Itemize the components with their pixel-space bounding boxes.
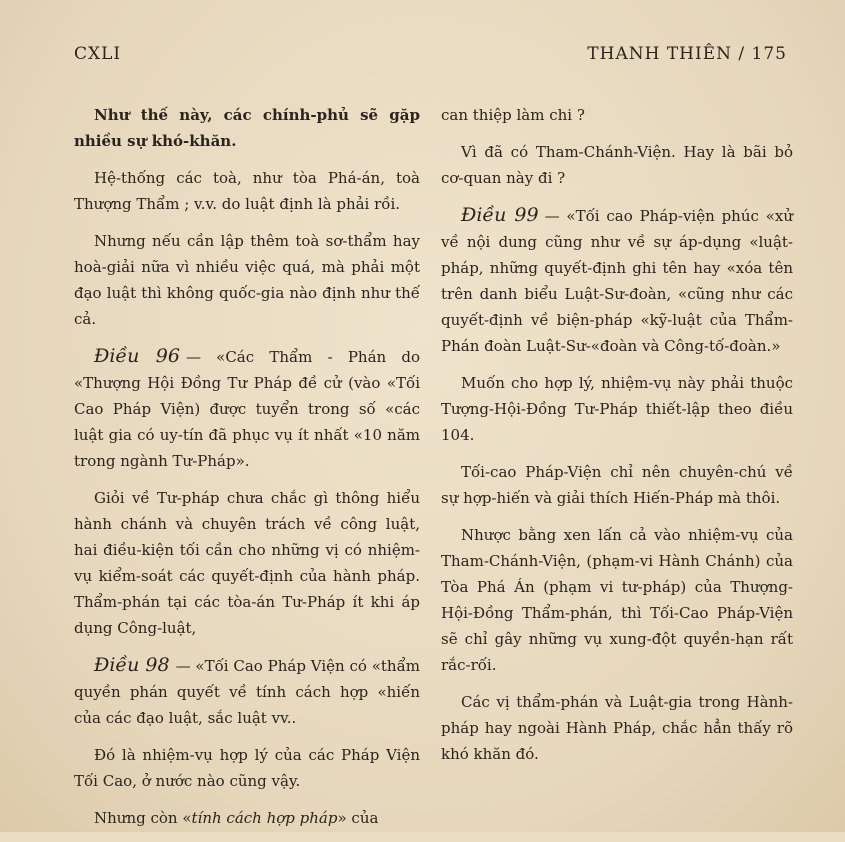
- article-label: Điều 96: [94, 345, 180, 367]
- article-paragraph: [441, 202, 793, 359]
- paragraph: Các vị thẩm-phán và Luật-gia trong Hành-pháp hay ngoài Hành Pháp, chắc hẳn thấy rõ khó khăn đó.: [441, 693, 793, 763]
- paragraph: Tối-cao Pháp-Viện chỉ nên chuyên-chú về sự hợp-hiến và giải thích Hiến-Pháp mà thôi.: [441, 463, 793, 507]
- paragraph: Như thế này, các chính-phủ sẽ gặp nhiều sự khó-khăn.: [74, 106, 420, 150]
- article-paragraph: [74, 652, 420, 731]
- paragraph: Giỏi về Tư-pháp chưa chắc gì thông hiểu hành chánh và chuyên trách về công luật, hai điều-kiện tối cần cho những vị có nhiệm-vụ kiểm-soát các quyết-định của hành pháp. Thẩm-phán tại các tòa-án Tư-Pháp ít khi áp dụng Công-luật,: [74, 489, 420, 637]
- paragraph: Vì đã có Tham-Chánh-Viện. Hay là bãi bỏ cơ-quan này đi ?: [441, 143, 793, 187]
- paragraph: Muốn cho hợp lý, nhiệm-vụ này phải thuộc Tượng-Hội-Đồng Tư-Pháp thiết-lập theo điều 104.: [441, 374, 793, 444]
- article-paragraph: [74, 343, 420, 474]
- article-text: — «Tối Cao Pháp Viện có «thẩm quyền phán quyết về tính cách hợp «hiến của các đạo luật, sắc luật vv..: [74, 657, 420, 727]
- running-header: THANH THIÊN / 175: [587, 44, 787, 64]
- paragraph: Nhược bằng xen lấn cả vào nhiệm-vụ của Tham-Chánh-Viện, (phạm-vi Hành Chánh) của Tòa Phá Án (phạm vi tư-pháp) của Thượng-Hội-Đồng Thẩm-phán, thì Tối-Cao Pháp-Viện sẽ chỉ gây những vụ xung-đột quyền-hạn rất rắc-rối.: [441, 526, 793, 674]
- italic-phrase: tính cách hợp pháp: [191, 809, 338, 827]
- paragraph: can thiệp làm chi ?: [441, 106, 585, 124]
- right-column: [441, 102, 793, 778]
- article-label: Điều 99: [461, 204, 539, 226]
- paragraph: Hệ-thống các toà, như tòa Phá-án, toà Thượng Thẩm ; v.v. do luật định là phải rồi.: [74, 169, 420, 213]
- text-span: Nhưng còn «: [94, 809, 192, 827]
- chapter-number: CXLI: [74, 44, 122, 64]
- paragraph: Nhưng nếu cần lập thêm toà sơ-thẩm hay hoà-giải nữa vì nhiều việc quá, mà phải một đạo luật thì không quốc-gia nào định như thế cả.: [74, 232, 420, 328]
- paragraph: Đó là nhiệm-vụ hợp lý của các Pháp Viện Tối Cao, ở nước nào cũng vậy.: [74, 746, 420, 790]
- article-label: Điều 98: [94, 654, 170, 676]
- left-column: [74, 102, 420, 842]
- article-text: — «Các Thẩm - Phán do «Thượng Hội Đồng Tư Pháp đề cử (vào «Tối Cao Pháp Viện) được tuyển trong số «các luật gia có uy-tín đã phục vụ ít nhất «10 năm trong ngành Tư-Pháp».: [74, 348, 420, 470]
- paragraph: [74, 805, 420, 831]
- article-text: — «Tối cao Pháp-viện phúc «xử về nội dung cũng như về sự áp-dụng «luật-pháp, những quyết-định ghi tên hay «xóa tên trên danh biểu Luật-Sư-đoàn, «cũng như các quyết-định về biện-pháp «kỹ-luật của Thẩm-Phán đoàn Luật-Sư-«đoàn và Công-tố-đoàn.»: [441, 207, 793, 355]
- text-span: » của: [337, 809, 379, 827]
